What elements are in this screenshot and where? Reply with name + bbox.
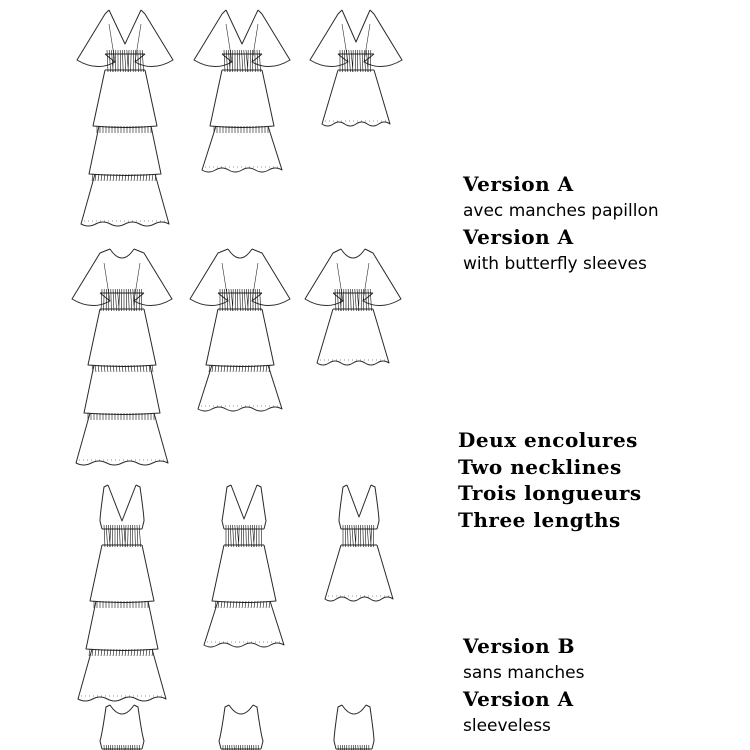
skirt-hem-tier bbox=[198, 365, 282, 411]
dress-r1-long bbox=[77, 10, 173, 226]
version-b-block bbox=[463, 633, 585, 739]
version-a-title-en: Version A bbox=[463, 225, 574, 249]
dress-r2-mid bbox=[190, 249, 290, 411]
waist-gathers bbox=[224, 50, 261, 72]
right-armhole bbox=[371, 485, 379, 529]
dress-r1-mid bbox=[194, 10, 290, 172]
right-sleeve-bodice bbox=[363, 249, 401, 306]
right-sleeve-bodice bbox=[135, 10, 173, 67]
dress-r3-long bbox=[78, 485, 166, 701]
right-armhole bbox=[136, 485, 144, 529]
variants-line-3: Trois longueurs bbox=[458, 481, 642, 505]
version-a-block bbox=[463, 171, 659, 277]
round-neckline bbox=[228, 249, 252, 258]
skirt-tier bbox=[86, 601, 158, 651]
skirt-hem-tier bbox=[78, 649, 166, 701]
skirt-hem-tier bbox=[204, 601, 284, 647]
version-a-desc-fr: avec manches papillon bbox=[463, 200, 659, 221]
skirt-tier bbox=[88, 309, 156, 367]
skirt-hem-tier bbox=[81, 174, 169, 226]
left-sleeve-bodice bbox=[194, 10, 232, 67]
waist-gathers bbox=[335, 289, 372, 311]
dress-r2-short bbox=[305, 249, 401, 365]
skirt-hem-tier bbox=[76, 413, 168, 465]
left-sleeve-bodice bbox=[77, 10, 115, 67]
dress-r3-mid bbox=[204, 485, 284, 647]
version-b-desc-en: sleeveless bbox=[463, 715, 551, 736]
right-sleeve-bodice bbox=[364, 10, 402, 67]
waist-gathers bbox=[343, 525, 374, 547]
skirt-tier bbox=[90, 545, 154, 603]
skirt-tier bbox=[89, 126, 161, 176]
round-neckline bbox=[110, 705, 134, 714]
waist-gathers bbox=[226, 525, 262, 547]
skirt-hem-tier bbox=[325, 545, 393, 601]
left-armhole bbox=[100, 705, 110, 749]
waist-gathers bbox=[104, 525, 141, 547]
dress-r3-short bbox=[325, 485, 393, 601]
version-b-title-en: Version A bbox=[463, 687, 574, 711]
skirt-hem-tier bbox=[322, 70, 390, 126]
round-neckline bbox=[229, 705, 253, 714]
version-b-title-fr: Version B bbox=[463, 634, 576, 658]
left-sleeve-bodice bbox=[305, 249, 343, 306]
round-neckline bbox=[342, 705, 366, 714]
v-neckline bbox=[108, 485, 136, 521]
variants-line-4: Three lengths bbox=[458, 507, 621, 532]
version-a-title-fr: Version A bbox=[463, 172, 574, 196]
skirt-tier bbox=[206, 309, 274, 367]
left-armhole-seam bbox=[104, 263, 110, 301]
version-a-desc-en: with butterfly sleeves bbox=[463, 253, 647, 274]
left-armhole bbox=[222, 485, 231, 529]
dress-r4-long bbox=[78, 705, 166, 750]
left-armhole bbox=[334, 705, 342, 749]
variants-line-1: Deux encolures bbox=[458, 428, 638, 452]
dress-r2-long bbox=[72, 249, 172, 465]
right-armhole bbox=[253, 705, 263, 749]
skirt-tier bbox=[210, 70, 274, 128]
variants-line-2: Two necklines bbox=[458, 454, 622, 479]
round-neckline bbox=[110, 249, 134, 258]
skirt-hem-tier bbox=[317, 309, 389, 365]
v-neckline bbox=[226, 10, 258, 44]
right-armhole bbox=[257, 485, 266, 529]
left-armhole bbox=[339, 485, 347, 529]
skirt-hem-tier bbox=[202, 126, 282, 172]
dress-r1-short bbox=[310, 10, 402, 126]
dress-r4-short bbox=[320, 705, 388, 750]
waist-gathers bbox=[107, 50, 144, 72]
skirt-tier bbox=[212, 545, 276, 603]
right-sleeve-bodice bbox=[134, 249, 172, 306]
right-armhole bbox=[134, 705, 144, 749]
v-neckline bbox=[109, 10, 141, 44]
v-neckline bbox=[347, 485, 371, 517]
dress-r4-mid bbox=[201, 705, 281, 750]
v-neckline bbox=[231, 485, 257, 519]
right-armhole bbox=[366, 705, 374, 749]
right-sleeve-bodice bbox=[252, 10, 290, 67]
waist-gathers bbox=[340, 50, 371, 72]
left-armhole bbox=[219, 705, 229, 749]
version-b-desc-fr: sans manches bbox=[463, 662, 585, 683]
left-sleeve-bodice bbox=[72, 249, 110, 306]
variants-block bbox=[458, 427, 642, 533]
left-armhole bbox=[100, 485, 108, 529]
skirt-tier bbox=[93, 70, 157, 128]
round-neckline bbox=[341, 249, 365, 258]
skirt-tier bbox=[84, 365, 160, 415]
v-neckline bbox=[342, 10, 370, 42]
